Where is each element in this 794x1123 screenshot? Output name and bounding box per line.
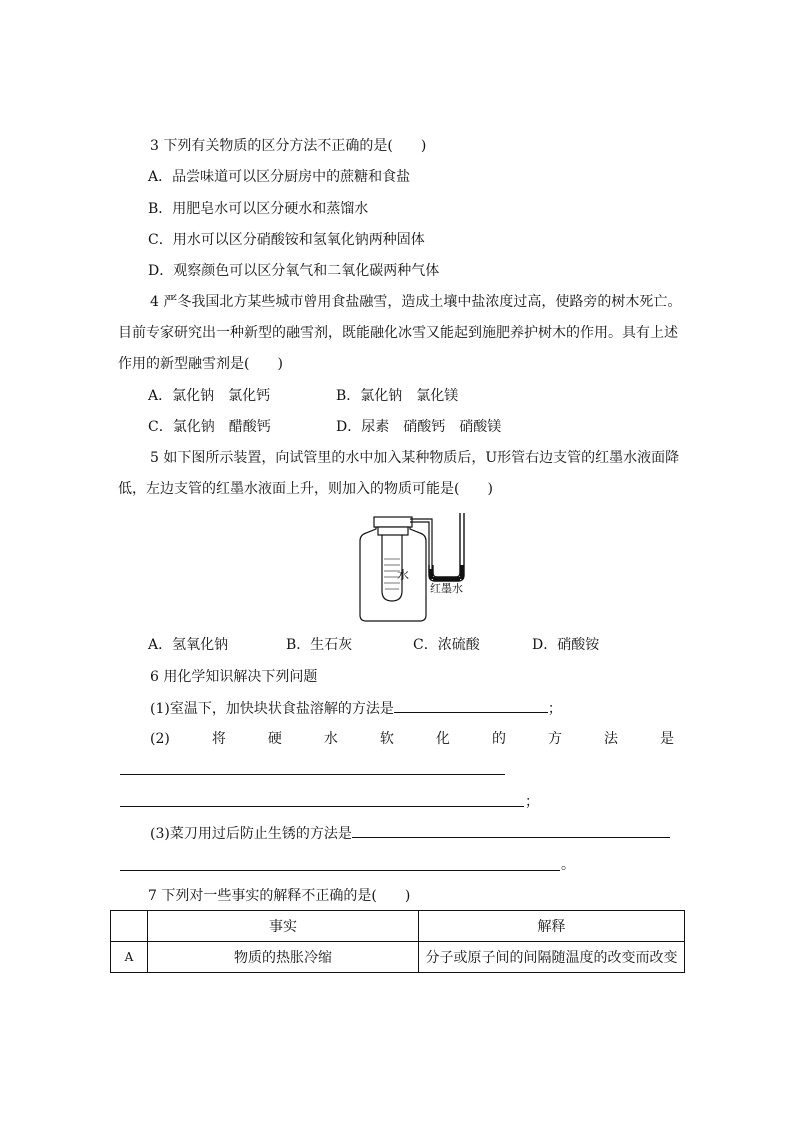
q6-part2-char: 法 <box>603 731 618 747</box>
q6-part3 <box>150 823 670 844</box>
q3-option-d: D．观察颜色可以区分氧气和二氧化碳两种气体 <box>148 263 440 279</box>
q3-stem: 3 下列有关物质的区分方法不正确的是( ) <box>150 138 427 154</box>
table-header-cell <box>111 911 148 942</box>
q6-part3-blank-line1[interactable] <box>352 823 670 838</box>
q5-option-b: B．生石灰 <box>286 637 353 653</box>
q3-option-b: B．用肥皂水可以区分硬水和蒸馏水 <box>148 201 369 217</box>
q6-part1-end: ； <box>547 701 562 717</box>
q6-part2-char: 是 <box>659 731 674 747</box>
q7-stem: 7 下列对一些事实的解释不正确的是( ) <box>148 888 411 904</box>
q6-part3-text: (3)菜刀用过后防止生锈的方法是 <box>150 826 352 842</box>
table-cell: A <box>111 942 148 973</box>
q4-stem-line3: 作用的新型融雪剂是( ) <box>118 356 283 372</box>
q6-part2-blank-line1[interactable] <box>120 774 505 775</box>
q6-part2-char: 将 <box>211 731 226 747</box>
q6-part1-text: (1)室温下，加快块状食盐溶解的方法是 <box>150 701 394 717</box>
q5-option-a: A．氢氧化钠 <box>148 637 229 653</box>
stopper <box>374 517 412 535</box>
q5-stem-line2: 低，左边支管的红墨水液面上升，则加入的物质可能是( ) <box>118 481 493 497</box>
flask-outline <box>360 523 426 621</box>
q6-part2-char: 硬 <box>267 731 282 747</box>
q6-part2-prompt <box>150 729 674 749</box>
table-header-cell: 事实 <box>148 911 419 942</box>
q6-part2-char: 水 <box>323 731 338 747</box>
q5-option-d: D．硝酸铵 <box>532 637 600 653</box>
q6-part3-blank-line2[interactable] <box>120 870 560 871</box>
q6-part2-char: 化 <box>435 731 450 747</box>
q5-stem-line1: 5 如下图所示装置，向试管里的水中加入某种物质后，U形管右边支管的红墨水液面降 <box>150 450 680 466</box>
q7-table <box>110 910 685 973</box>
q4-option-c: C．氯化钠 醋酸钙 <box>148 419 271 435</box>
q4-option-d: D．尿素 硝酸钙 硝酸镁 <box>336 419 502 435</box>
table-cell: 分子或原子间的间隔随温度的改变而改变 <box>419 942 685 973</box>
water-label: 水 <box>397 568 410 582</box>
connecting-tube <box>410 519 432 573</box>
q6-part2-char: 软 <box>379 731 394 747</box>
q6-part2-blank-line2[interactable] <box>120 806 524 807</box>
q3-option-a: A．品尝味道可以区分厨房中的蔗糖和食盐 <box>148 169 411 185</box>
q4-option-a: A．氯化钠 氯化钙 <box>148 388 271 404</box>
q4-stem-line1: 4 严冬我国北方某些城市曾用食盐融雪，造成土壤中盐浓度过高，使路旁的树木死亡。 <box>150 294 682 310</box>
table-cell: 物质的热胀冷缩 <box>148 942 419 973</box>
q6-part2-end: ； <box>525 794 539 810</box>
u-tube-apparatus-figure <box>350 511 470 623</box>
q5-option-c: C．浓硫酸 <box>413 637 480 653</box>
u-tube <box>429 513 464 581</box>
q4-option-b: B．氯化钠 氯化镁 <box>336 388 459 404</box>
q6-part3-end: 。 <box>561 857 575 873</box>
red-ink-label: 红墨水 <box>430 582 463 595</box>
q6-stem: 6 用化学知识解决下列问题 <box>150 669 318 685</box>
q4-stem-line2: 目前专家研究出一种新型的融雪剂，既能融化冰雪又能起到施肥养护树木的作用。具有上述 <box>118 325 678 341</box>
q3-option-c: C．用水可以区分硝酸铵和氢氧化钠两种固体 <box>148 232 425 248</box>
q6-part1-blank[interactable] <box>394 698 548 713</box>
q6-part2-char: 方 <box>547 731 562 747</box>
q6-part2-char: (2) <box>150 731 170 747</box>
table-header-cell: 解释 <box>419 911 685 942</box>
q6-part1 <box>150 698 562 719</box>
q6-part2-char: 的 <box>491 731 506 747</box>
table-row <box>111 942 685 973</box>
table-header-row <box>111 911 685 942</box>
